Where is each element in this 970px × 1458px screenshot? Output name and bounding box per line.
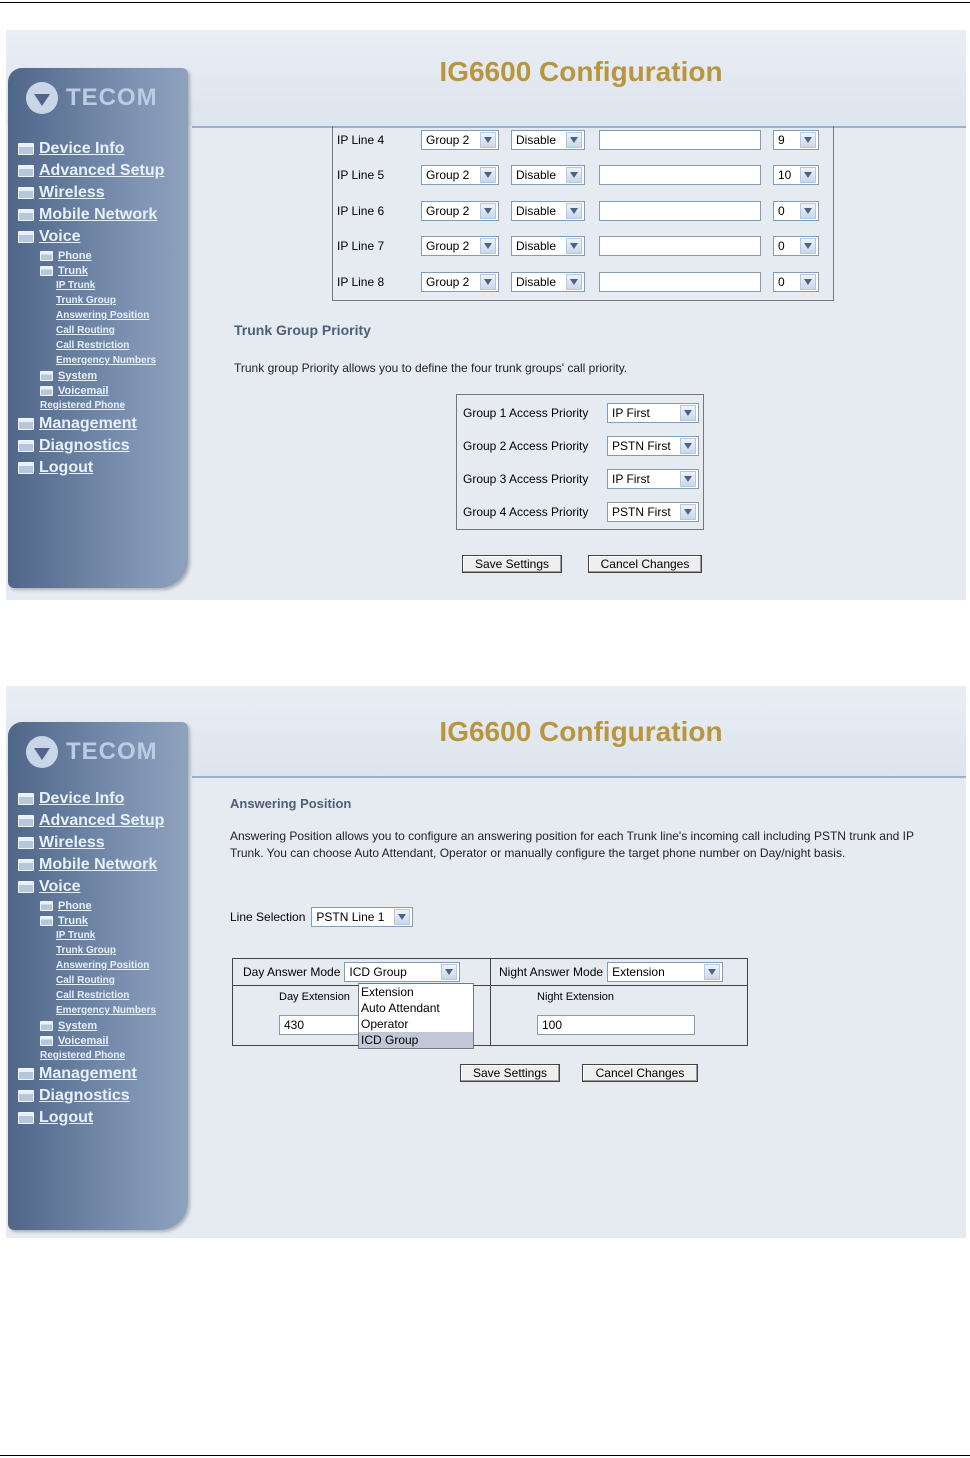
nav-phone[interactable]: Phone xyxy=(18,248,188,263)
number-select[interactable]: 10 xyxy=(773,165,819,185)
day-mode-label: Day Answer Mode xyxy=(243,965,341,979)
section-description: Trunk group Priority allows you to define the four trunk groups' call priority. xyxy=(234,361,628,375)
ip-line-input[interactable] xyxy=(599,130,761,150)
folder-icon xyxy=(40,266,53,276)
priority-label: Group 2 Access Priority xyxy=(463,439,589,453)
group-select[interactable]: Group 2 xyxy=(421,165,499,185)
ip-line-input[interactable] xyxy=(599,165,761,185)
nav-registered-phone[interactable]: Registered Phone xyxy=(40,1050,126,1061)
night-mode-select[interactable]: Extension xyxy=(607,962,723,982)
chevron-down-icon xyxy=(566,132,582,148)
nav-mobile-network[interactable]: Mobile Network xyxy=(18,204,188,226)
ip-line-input[interactable] xyxy=(599,236,761,256)
page-title: IG6600 Configuration xyxy=(439,716,723,747)
cancel-button[interactable]: Cancel Changes xyxy=(582,1064,698,1082)
folder-icon xyxy=(18,231,34,243)
table-row xyxy=(463,403,699,423)
header-divider xyxy=(192,776,966,778)
nav-voicemail[interactable]: Voicemail xyxy=(18,383,188,398)
chevron-down-icon xyxy=(480,132,496,148)
status-select[interactable]: Disable xyxy=(511,130,585,150)
folder-icon xyxy=(40,1036,53,1046)
nav-diagnostics[interactable]: Diagnostics xyxy=(18,435,188,457)
number-select[interactable]: 0 xyxy=(773,236,819,256)
day-mode-row xyxy=(243,962,460,982)
status-select[interactable]: Disable xyxy=(511,272,585,292)
group-select[interactable]: Group 2 xyxy=(421,130,499,150)
chevron-down-icon xyxy=(680,438,696,454)
logo-text: TECOM xyxy=(66,738,158,765)
status-select[interactable]: Disable xyxy=(511,201,585,221)
group-select[interactable]: Group 2 xyxy=(421,272,499,292)
nav-call-restriction[interactable]: Call Restriction xyxy=(56,340,130,351)
ip-line-label: IP Line 6 xyxy=(337,204,385,218)
ip-line-label: IP Line 5 xyxy=(337,168,385,182)
folder-icon xyxy=(18,793,34,805)
chevron-down-icon xyxy=(566,167,582,183)
nav-wireless[interactable]: Wireless xyxy=(18,832,188,854)
chevron-down-icon xyxy=(704,964,720,980)
chevron-down-icon xyxy=(800,203,816,219)
folder-icon xyxy=(40,1021,53,1031)
logo-icon xyxy=(26,736,58,768)
line-selection-label: Line Selection xyxy=(230,910,306,924)
night-extension-input[interactable]: 100 xyxy=(537,1015,695,1035)
group-select[interactable]: Group 2 xyxy=(421,201,499,221)
priority-table xyxy=(456,394,704,530)
folder-icon xyxy=(40,916,53,926)
ip-line-label: IP Line 8 xyxy=(337,275,385,289)
nav-voicemail[interactable]: Voicemail xyxy=(18,1033,188,1048)
nav-advanced-setup[interactable]: Advanced Setup xyxy=(18,810,188,832)
priority-label: Group 4 Access Priority xyxy=(463,505,589,519)
nav-answering-position[interactable]: Answering Position xyxy=(56,960,150,971)
screenshot-trunk-group-priority xyxy=(6,30,966,600)
dropdown-option-icd-group[interactable]: ICD Group xyxy=(359,1032,473,1048)
folder-icon xyxy=(18,165,34,177)
status-select[interactable]: Disable xyxy=(511,236,585,256)
day-extension-input[interactable]: 430 xyxy=(279,1015,359,1035)
nav-call-routing[interactable]: Call Routing xyxy=(56,975,115,986)
nav-system[interactable]: System xyxy=(18,1018,188,1033)
table-row xyxy=(333,201,819,221)
logo-text: TECOM xyxy=(66,84,158,111)
bottom-rule xyxy=(0,1455,970,1456)
folder-icon xyxy=(18,1112,34,1124)
day-extension-label: Day Extension xyxy=(279,991,350,1003)
number-select[interactable]: 0 xyxy=(773,272,819,292)
folder-icon xyxy=(18,187,34,199)
nav-call-routing[interactable]: Call Routing xyxy=(56,325,115,336)
ip-line-label: IP Line 4 xyxy=(337,133,385,147)
folder-icon xyxy=(40,386,53,396)
sidebar xyxy=(8,722,188,1230)
night-mode-label: Night Answer Mode xyxy=(499,965,604,979)
table-row xyxy=(333,130,819,150)
table-divider xyxy=(233,985,747,986)
nav-trunk[interactable]: Trunk xyxy=(18,263,188,278)
priority-select[interactable]: IP First xyxy=(607,403,699,423)
nav-trunk-group[interactable]: Trunk Group xyxy=(56,945,116,956)
folder-icon xyxy=(18,1068,34,1080)
chevron-down-icon xyxy=(566,274,582,290)
cancel-button[interactable]: Cancel Changes xyxy=(588,555,702,573)
priority-select[interactable]: PSTN First xyxy=(607,436,699,456)
nav-ip-trunk[interactable]: IP Trunk xyxy=(56,280,96,291)
chevron-down-icon xyxy=(800,238,816,254)
folder-icon xyxy=(18,881,34,893)
nav-diagnostics[interactable]: Diagnostics xyxy=(18,1085,188,1107)
chevron-down-icon xyxy=(800,167,816,183)
page-title: IG6600 Configuration xyxy=(439,56,723,87)
table-row xyxy=(333,272,819,292)
dropdown-option-operator[interactable]: Operator xyxy=(361,1017,409,1031)
chevron-down-icon xyxy=(566,203,582,219)
chevron-down-icon xyxy=(480,167,496,183)
section-description: Answering Position allows you to configure an answering position for each Trunk line's incoming call including PSTN trunk and IP Trunk. You can choose Auto Attendant, Operator or manually configure the target phone number on Day/night basis. xyxy=(230,829,914,860)
tecom-logo xyxy=(26,80,158,116)
nav-emergency-numbers[interactable]: Emergency Numbers xyxy=(56,355,157,366)
nav-device-info[interactable]: Device Info xyxy=(18,138,188,160)
nav-system[interactable]: System xyxy=(18,368,188,383)
folder-icon xyxy=(40,901,53,911)
nav-trunk[interactable]: Trunk xyxy=(18,913,188,928)
nav-advanced-setup[interactable]: Advanced Setup xyxy=(18,160,188,182)
nav-voice[interactable]: Voice xyxy=(18,876,188,898)
line-selection-select[interactable]: PSTN Line 1 xyxy=(311,907,413,927)
screenshot-answering-position xyxy=(6,686,966,1238)
table-row xyxy=(333,236,819,256)
chevron-down-icon xyxy=(394,909,410,925)
sidebar xyxy=(8,68,188,588)
chevron-down-icon xyxy=(680,405,696,421)
table-row xyxy=(463,469,699,489)
chevron-down-icon xyxy=(800,274,816,290)
priority-label: Group 1 Access Priority xyxy=(463,406,589,420)
nav-emergency-numbers[interactable]: Emergency Numbers xyxy=(56,1005,157,1016)
chevron-down-icon xyxy=(480,238,496,254)
nav-management[interactable]: Management xyxy=(18,1063,188,1085)
top-rule xyxy=(0,2,970,3)
nav-mobile-network[interactable]: Mobile Network xyxy=(18,854,188,876)
priority-select[interactable]: IP First xyxy=(607,469,699,489)
chevron-down-icon xyxy=(441,964,457,980)
chevron-down-icon xyxy=(566,238,582,254)
ip-line-label: IP Line 7 xyxy=(337,239,385,253)
dropdown-option-auto-attendant[interactable]: Auto Attendant xyxy=(361,1001,440,1015)
line-selection xyxy=(230,907,413,927)
night-extension-label: Night Extension xyxy=(537,991,615,1003)
folder-icon xyxy=(18,462,34,474)
nav-management[interactable]: Management xyxy=(18,413,188,435)
section-title: Answering Position xyxy=(230,796,352,811)
priority-select[interactable]: PSTN First xyxy=(607,502,699,522)
chevron-down-icon xyxy=(680,504,696,520)
folder-icon xyxy=(40,371,53,381)
day-mode-select[interactable]: ICD Group xyxy=(344,962,460,982)
folder-icon xyxy=(18,815,34,827)
priority-label: Group 3 Access Priority xyxy=(463,472,589,486)
nav-answering-position[interactable]: Answering Position xyxy=(56,310,150,321)
answer-mode-table xyxy=(232,958,748,1046)
ip-line-input[interactable] xyxy=(599,201,761,221)
chevron-down-icon xyxy=(480,203,496,219)
folder-icon xyxy=(18,1090,34,1102)
number-select[interactable]: 0 xyxy=(773,201,819,221)
nav-device-info[interactable]: Device Info xyxy=(18,788,188,810)
save-button[interactable]: Save Settings xyxy=(462,555,562,573)
status-select[interactable]: Disable xyxy=(511,165,585,185)
chevron-down-icon xyxy=(800,132,816,148)
day-mode-dropdown-list xyxy=(358,983,474,1049)
nav-call-restriction[interactable]: Call Restriction xyxy=(56,990,130,1001)
nav-trunk-group[interactable]: Trunk Group xyxy=(56,295,116,306)
folder-icon xyxy=(18,143,34,155)
table-row xyxy=(463,436,699,456)
nav-wireless[interactable]: Wireless xyxy=(18,182,188,204)
table-row xyxy=(463,502,699,522)
chevron-down-icon xyxy=(680,471,696,487)
dropdown-option-extension[interactable]: Extension xyxy=(361,985,414,999)
nav-registered-phone[interactable]: Registered Phone xyxy=(40,400,126,411)
ip-line-table xyxy=(332,126,834,301)
number-select[interactable]: 9 xyxy=(773,130,819,150)
nav-voice[interactable]: Voice xyxy=(18,226,188,248)
logo-icon xyxy=(26,82,58,114)
nav-menu xyxy=(18,138,188,479)
folder-icon xyxy=(18,209,34,221)
nav-menu xyxy=(18,788,188,1129)
section-title: Trunk Group Priority xyxy=(234,322,371,338)
tecom-logo xyxy=(26,734,158,770)
group-select[interactable]: Group 2 xyxy=(421,236,499,256)
folder-icon xyxy=(18,837,34,849)
save-button[interactable]: Save Settings xyxy=(460,1064,560,1082)
table-row xyxy=(333,165,819,185)
folder-icon xyxy=(18,859,34,871)
nav-logout[interactable]: Logout xyxy=(18,1107,188,1129)
ip-line-input[interactable] xyxy=(599,272,761,292)
nav-phone[interactable]: Phone xyxy=(18,898,188,913)
folder-icon xyxy=(40,251,53,261)
night-mode-row xyxy=(499,962,723,982)
folder-icon xyxy=(18,440,34,452)
nav-logout[interactable]: Logout xyxy=(18,457,188,479)
table-divider xyxy=(490,959,491,1045)
nav-ip-trunk[interactable]: IP Trunk xyxy=(56,930,96,941)
folder-icon xyxy=(18,418,34,430)
chevron-down-icon xyxy=(480,274,496,290)
